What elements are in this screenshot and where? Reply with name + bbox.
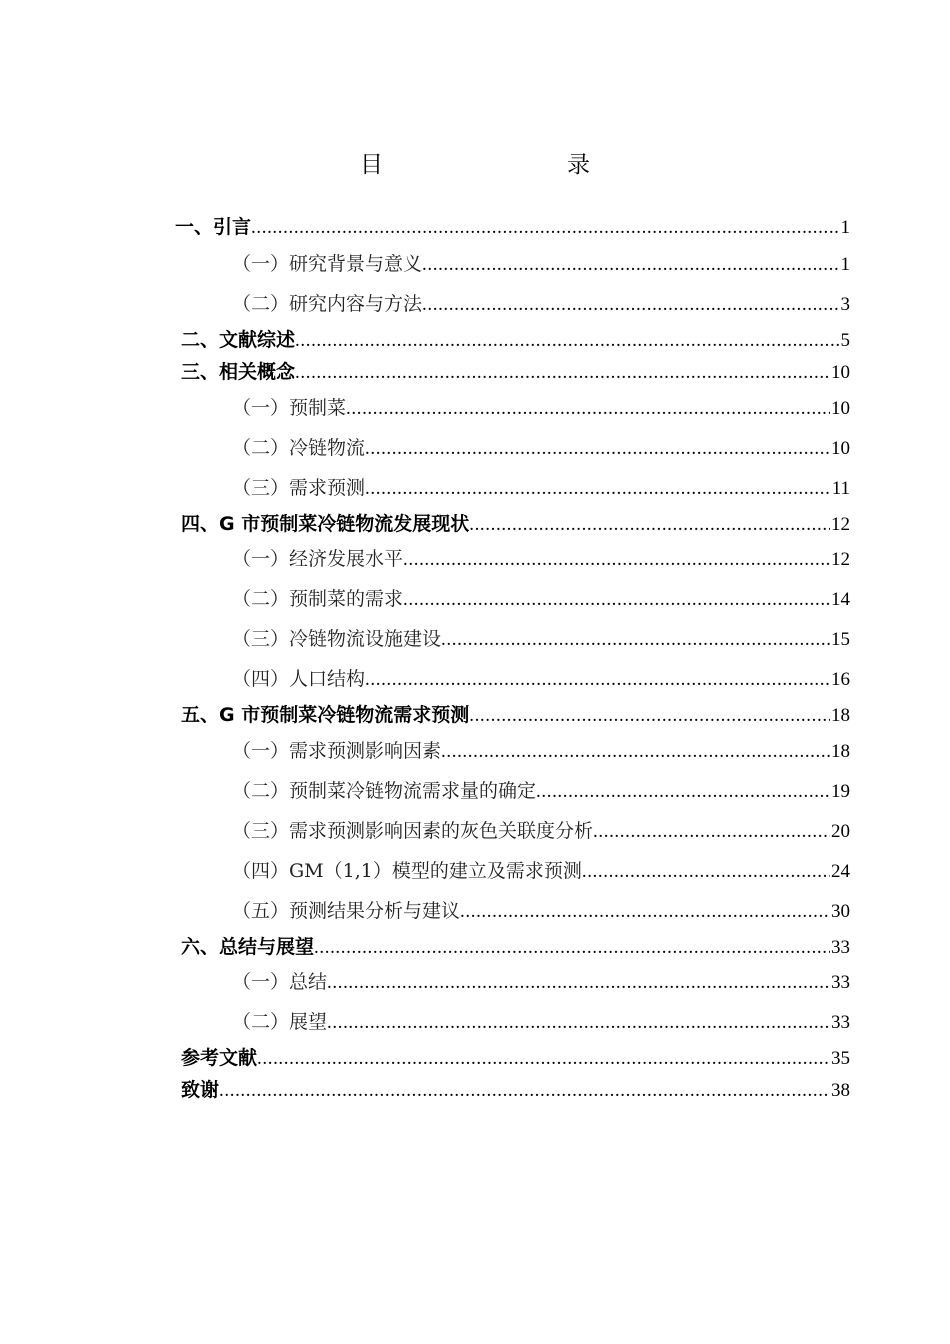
toc-entry[interactable] [181,327,850,353]
toc-entry[interactable] [232,1009,850,1035]
toc-entry-label: 五、G 市预制菜冷链物流需求预测 [181,704,470,726]
toc-leader-dots [295,360,830,386]
toc-entry-page: 33 [831,937,850,958]
toc-entry-page: 18 [831,705,850,726]
toc-entry-page: 10 [831,398,850,419]
toc-leader-dots [582,859,830,885]
toc-leader-dots [441,627,830,653]
toc-entry-label: 一、引言 [175,216,252,238]
toc-entry-page: 12 [831,514,850,535]
toc-entry-label: 二、文献综述 [181,329,296,351]
toc-leader-dots [365,436,830,462]
toc-leader-dots [314,935,830,961]
toc-entry-page: 38 [831,1080,850,1101]
toc-entry-label: （一）预制菜 [232,397,347,419]
toc-leader-dots [346,396,830,422]
toc-entry-page: 11 [831,478,850,499]
toc-entry-page: 5 [840,330,850,351]
toc-entry[interactable] [232,291,850,317]
toc-entry[interactable] [232,626,850,652]
toc-leader-dots [469,512,830,538]
toc-entry[interactable] [232,251,850,277]
toc-entry-page: 33 [831,1012,850,1033]
toc-entry[interactable] [232,858,850,884]
toc-entry[interactable] [232,898,850,924]
toc-entry-label: （三）冷链物流设施建设 [232,628,442,650]
toc-entry-label: （一）研究背景与意义 [232,253,423,275]
toc-entry-label: 四、G 市预制菜冷链物流发展现状 [181,513,470,535]
toc-entry-page: 14 [831,589,850,610]
toc-leader-dots [365,667,830,693]
toc-leader-dots [536,779,830,805]
toc-entry[interactable] [232,586,850,612]
toc-entry-label: （一）经济发展水平 [232,548,404,570]
toc-entry-label: （二）冷链物流 [232,437,366,459]
toc-leader-dots [422,292,839,318]
toc-leader-dots [593,819,830,845]
toc-entry-page: 30 [831,901,850,922]
toc-entry-page: 35 [831,1048,850,1069]
toc-leader-dots [327,970,830,996]
toc-entry-label: （一）总结 [232,971,328,993]
toc-entry[interactable] [232,778,850,804]
toc-entry[interactable] [181,1045,850,1071]
toc-entry[interactable] [232,969,850,995]
toc-entry[interactable] [181,1077,850,1103]
toc-leader-dots [403,547,830,573]
toc-entry-label: 致谢 [181,1079,220,1101]
toc-entry-page: 16 [831,669,850,690]
toc-entry-page: 1 [840,217,850,238]
toc-leader-dots [469,703,830,729]
toc-leader-dots [295,328,839,354]
toc-entry-page: 3 [840,294,850,315]
toc-entry[interactable] [232,395,850,421]
toc-leader-dots [441,739,830,765]
toc-leader-dots [219,1078,830,1104]
toc-entry[interactable] [232,475,850,501]
toc-entry-label: （三）需求预测 [232,477,366,499]
toc-entry-page: 18 [831,741,850,762]
toc-leader-dots [327,1010,830,1036]
toc-entry-label: 三、相关概念 [181,361,296,383]
toc-leader-dots [257,1046,830,1072]
toc-entry-page: 15 [831,629,850,650]
toc-entry-label: （二）预制菜冷链物流需求量的确定 [232,780,537,802]
toc-leader-dots [365,476,831,502]
toc-entry-label: （一）需求预测影响因素 [232,740,442,762]
toc-entry[interactable] [181,511,850,537]
toc-entry-page: 10 [831,362,850,383]
toc-entry[interactable] [181,702,850,728]
toc-entry-page: 33 [831,972,850,993]
toc-entry[interactable] [175,214,850,240]
page-title: 目 录 [360,152,636,178]
toc-entry-page: 12 [831,549,850,570]
toc-entry-label: （四）人口结构 [232,668,366,690]
toc-leader-dots [460,899,830,925]
toc-entry[interactable] [181,359,850,385]
toc-entry[interactable] [232,546,850,572]
toc-entry-label: （二）预制菜的需求 [232,588,404,610]
toc-entry-label: （二）研究内容与方法 [232,293,423,315]
toc-entry-label: （五）预测结果分析与建议 [232,900,461,922]
toc-entry-page: 24 [831,861,850,882]
toc-entry-label: （二）展望 [232,1011,328,1033]
toc-entry-label: （四）GM（1,1）模型的建立及需求预测 [232,860,582,882]
toc-leader-dots [251,215,839,241]
toc-entry-label: 参考文献 [181,1047,258,1069]
toc-entry[interactable] [232,435,850,461]
toc-entry-label: （三）需求预测影响因素的灰色关联度分析 [232,820,594,842]
toc-entry-label: 六、总结与展望 [181,936,315,958]
toc-leader-dots [422,252,839,278]
toc-entry-page: 1 [840,254,850,275]
toc-entry-page: 10 [831,438,850,459]
toc-entry[interactable] [232,738,850,764]
toc-entry-page: 19 [831,781,850,802]
toc-entry[interactable] [181,934,850,960]
toc-leader-dots [403,587,830,613]
toc-entry[interactable] [232,818,850,844]
toc-entry-page: 20 [831,821,850,842]
toc-entry[interactable] [232,666,850,692]
